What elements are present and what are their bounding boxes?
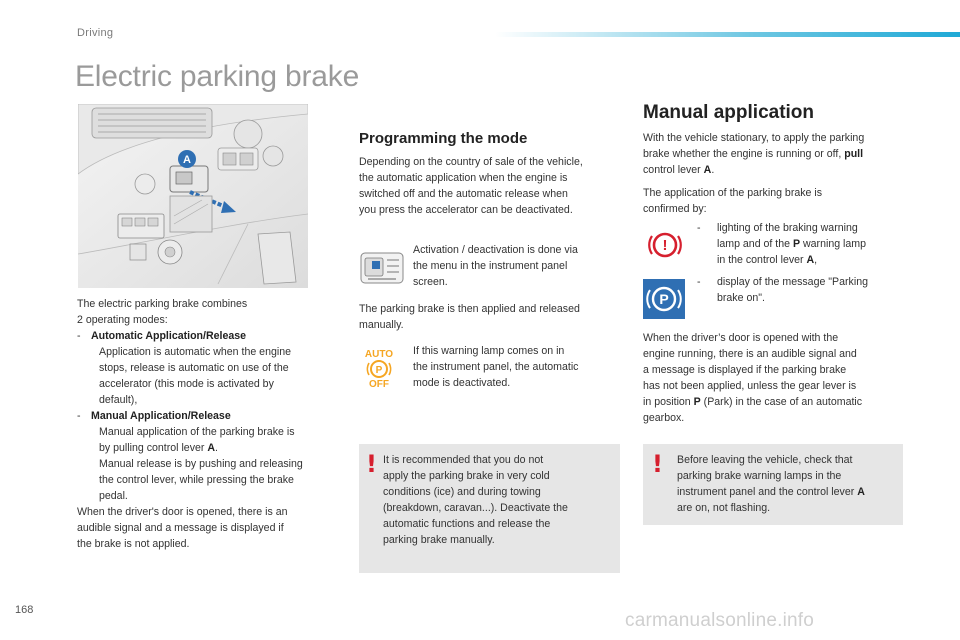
mode-manual-title-row — [77, 408, 347, 424]
text-line: automatic functions and release the — [383, 518, 551, 530]
text-line: default), — [99, 394, 138, 406]
text-line: (breakdown, caravan...). Deactivate the — [383, 502, 568, 514]
warning-exclamation-icon: ! — [652, 450, 663, 478]
text-line: Manual application of the parking brake is — [99, 426, 295, 438]
manual-paragraph-2 — [643, 185, 913, 217]
page-title: Electric parking brake — [75, 60, 360, 93]
text-line: the brake is not applied. — [77, 538, 190, 550]
text-line: are on, not flashing. — [677, 502, 771, 514]
programming-heading: Programming the mode — [359, 130, 528, 147]
text-line: pedal. — [99, 490, 128, 502]
applied-note — [359, 301, 629, 333]
parking-p-lamp-icon — [643, 279, 685, 319]
text-line: Manual release is by pushing and releasing — [99, 458, 303, 470]
text-line: The electric parking brake combines — [77, 298, 248, 310]
text-line: gearbox. — [643, 412, 685, 424]
bullet-parking-message — [697, 274, 907, 306]
text-line: stops, release is automatic on use of the — [99, 362, 289, 374]
text-line: Application is automatic when the engine — [99, 346, 291, 358]
text-line: The parking brake is then applied and released — [359, 303, 580, 315]
mode-auto-title: Automatic Application/Release — [91, 330, 247, 342]
dash: - — [697, 276, 701, 288]
console-photo — [78, 104, 308, 288]
modes-description — [77, 296, 347, 552]
watermark: carmanualsonline.info — [625, 610, 815, 631]
cold-weather-warning-box — [359, 444, 620, 573]
text-line: control lever A. — [643, 164, 715, 176]
text-line: the menu in the instrument panel — [413, 260, 568, 272]
text-line: switched off and the automatic release when — [359, 188, 568, 200]
text-line: parking brake manually. — [383, 534, 495, 546]
dash: - — [77, 330, 81, 342]
brake-lamp-glyph: ! — [662, 237, 668, 254]
check-lamps-warning-text — [677, 452, 899, 516]
auto-lamp-bottom-text: OFF — [369, 379, 389, 389]
text-line: Depending on the country of sale of the vehicle, — [359, 156, 583, 168]
mode-auto-description — [77, 344, 347, 408]
bullet-braking-lamp — [697, 220, 907, 268]
section-label: Driving — [77, 27, 114, 39]
auto-lamp-top-text: AUTO — [364, 349, 394, 360]
activation-note — [413, 242, 613, 290]
warning-exclamation-icon: ! — [366, 450, 377, 478]
cold-weather-warning-text — [383, 452, 615, 548]
dash: - — [77, 410, 81, 422]
text-line: When the driver's door is opened, there is an — [77, 506, 288, 518]
text-line: conditions (ice) and during towing — [383, 486, 541, 498]
text-line: display of the message "Parking — [717, 276, 868, 288]
text-line: brake on". — [717, 292, 765, 304]
text-line: Before leaving the vehicle, check that — [677, 454, 853, 466]
text-line: in position P (Park) in the case of an automatic — [643, 396, 863, 408]
text-line: has not been applied, unless the gear lever is — [643, 380, 857, 392]
text-line: instrument panel and the control lever A — [677, 486, 865, 498]
text-line: With the vehicle stationary, to apply the parking — [643, 132, 865, 144]
text-line: lamp and of the P warning lamp — [717, 238, 867, 250]
text-line: accelerator (this mode is activated by — [99, 378, 274, 390]
auto-lamp-note — [413, 343, 623, 391]
dash: - — [697, 222, 701, 234]
text-line: the instrument panel, the automatic — [413, 361, 579, 373]
manual-paragraph-1 — [643, 130, 913, 178]
text-line: 2 operating modes: — [77, 314, 168, 326]
text-line: engine running, there is an audible signal and — [643, 348, 857, 360]
text-line: by pulling control lever A. — [99, 442, 218, 454]
text-line: apply the parking brake in very cold — [383, 470, 550, 482]
text-line: It is recommended that you do not — [383, 454, 544, 466]
page-number: 168 — [15, 604, 34, 616]
text-line: a message is displayed if the parking brake — [643, 364, 847, 376]
manual-paragraph-3 — [643, 330, 913, 426]
text-line: The application of the parking brake is — [643, 187, 823, 199]
text-line: the control lever, while pressing the brake — [99, 474, 294, 486]
auto-p-off-lamp-icon — [361, 347, 397, 389]
mode-auto-title-row — [77, 328, 347, 344]
programming-paragraph — [359, 154, 629, 218]
manual-heading: Manual application — [643, 102, 815, 123]
text-line: the automatic application when the engine is — [359, 172, 568, 184]
p-lamp-letter: P — [659, 291, 669, 307]
text-line: lighting of the braking warning — [717, 222, 858, 234]
text-line: screen. — [413, 276, 448, 288]
text-line: manually. — [359, 319, 404, 331]
text-line: If this warning lamp comes on in — [413, 345, 565, 357]
text-line: brake whether the engine is running or off, pull — [643, 148, 864, 160]
auto-lamp-letter: P — [375, 365, 383, 376]
text-line: in the control lever A, — [717, 254, 818, 266]
text-line: parking brake warning lamps in the — [677, 470, 842, 482]
mode-manual-description — [77, 424, 347, 504]
text-line: When the driver’s door is opened with the — [643, 332, 839, 344]
header-accent-line — [495, 32, 960, 37]
lever-callout-label: A — [183, 154, 191, 166]
text-line: audible signal and a message is displayed if — [77, 522, 284, 534]
check-lamps-warning-box — [643, 444, 903, 525]
steering-wheel-control-icon — [360, 252, 404, 284]
text-line: mode is deactivated. — [413, 377, 511, 389]
text-line: confirmed by: — [643, 203, 707, 215]
text-line: Activation / deactivation is done via — [413, 244, 578, 256]
mode-manual-title: Manual Application/Release — [91, 410, 231, 422]
brake-warning-lamp-icon — [647, 228, 683, 262]
text-line: you press the accelerator can be deactivated. — [359, 204, 573, 216]
